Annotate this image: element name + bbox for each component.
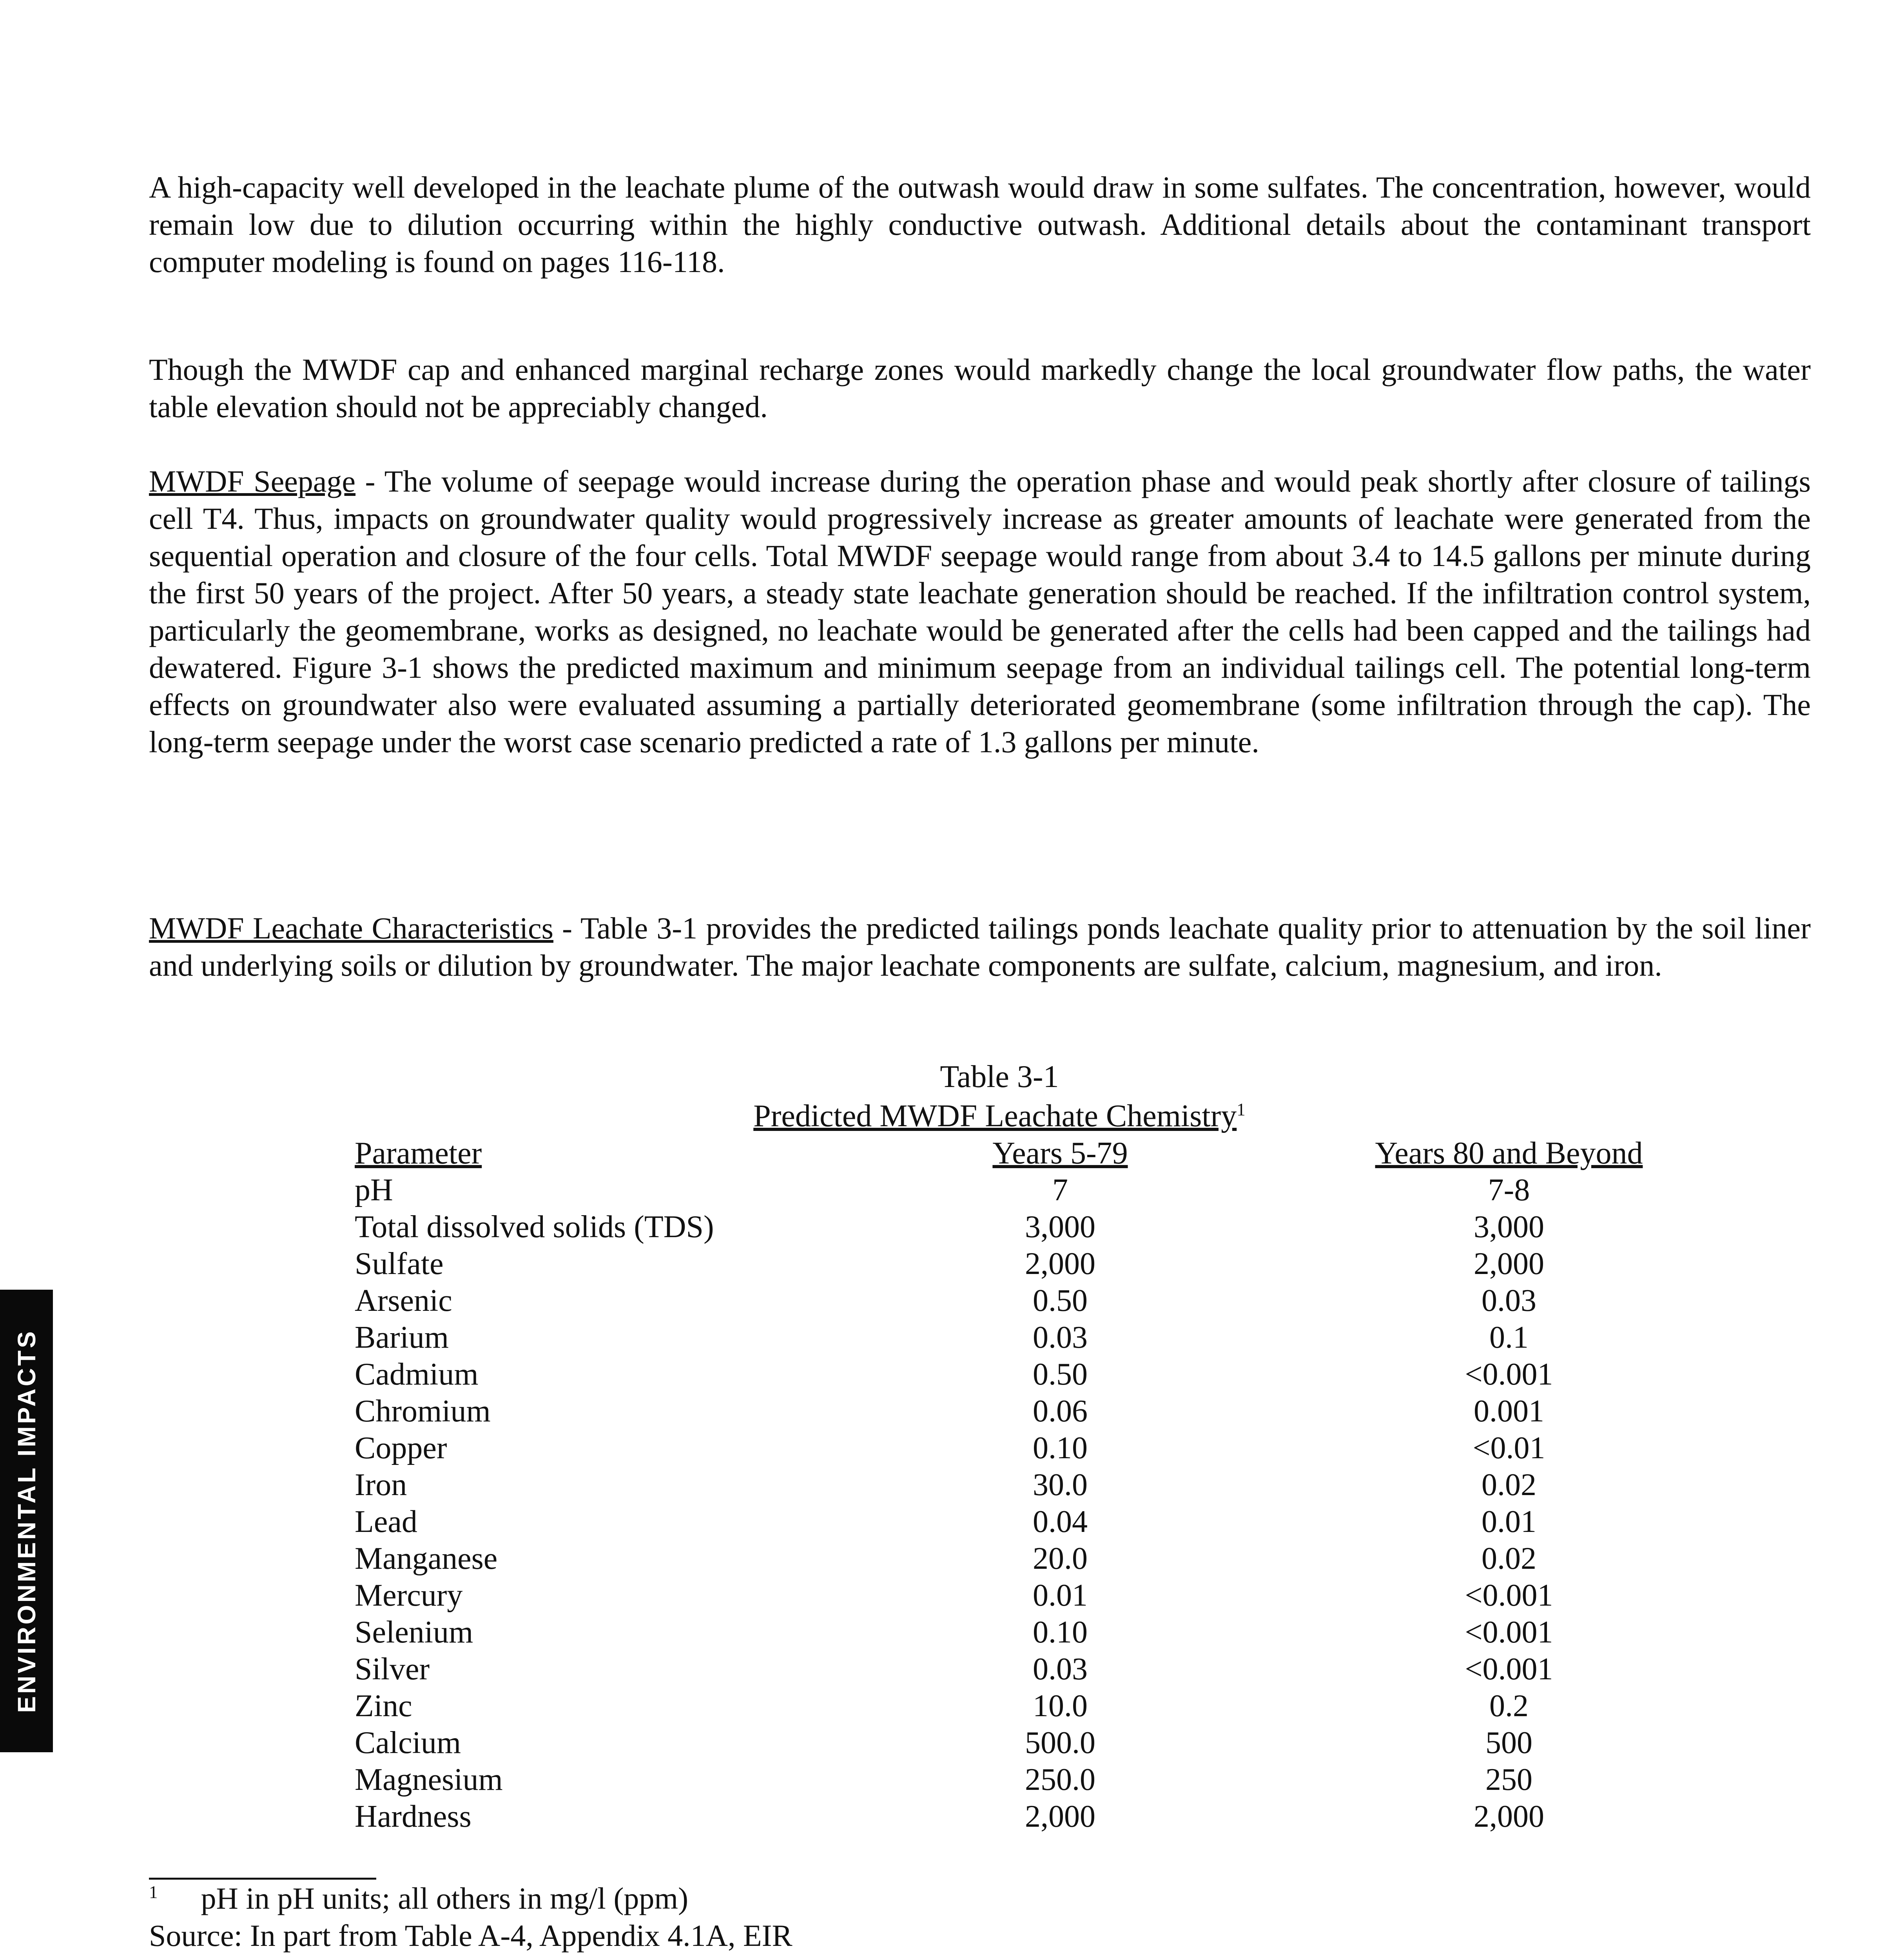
table-cell-years-80-beyond: 0.03 xyxy=(1482,1283,1536,1318)
table-cell-parameter: Manganese xyxy=(355,1541,498,1576)
table-cell-parameter: Selenium xyxy=(355,1615,473,1650)
table-cell-parameter: Iron xyxy=(355,1468,407,1502)
table-row xyxy=(355,1540,1707,1577)
table-cell-years-80-beyond: 2,000 xyxy=(1474,1247,1544,1281)
table-cell-years-80-beyond: 0.2 xyxy=(1489,1689,1529,1723)
heading-leachate-characteristics: MWDF Leachate Characteristics xyxy=(149,911,553,945)
table-body xyxy=(355,1172,1707,1835)
table-row xyxy=(355,1319,1707,1356)
table-title: Predicted MWDF Leachate Chemistry xyxy=(753,1099,1237,1133)
table-cell-parameter: Chromium xyxy=(355,1394,491,1428)
table-cell-parameter: Magnesium xyxy=(355,1762,503,1797)
table-row xyxy=(355,1761,1707,1798)
table-cell-parameter: Zinc xyxy=(355,1689,412,1723)
section-side-tab xyxy=(0,1290,53,1752)
table-cell-years-5-79: 0.06 xyxy=(1033,1394,1088,1428)
table-cell-years-80-beyond: 0.1 xyxy=(1489,1320,1529,1355)
table-row xyxy=(355,1209,1707,1245)
leachate-chemistry-table xyxy=(355,1135,1707,1835)
table-cell-years-5-79: 0.10 xyxy=(1033,1431,1088,1465)
table-cell-years-80-beyond: 2,000 xyxy=(1474,1799,1544,1834)
table-cell-parameter: Total dissolved solids (TDS) xyxy=(355,1210,714,1244)
table-cell-parameter: Copper xyxy=(355,1431,447,1465)
table-row xyxy=(355,1393,1707,1430)
table-cell-years-80-beyond: 250 xyxy=(1485,1762,1532,1797)
header-years-80-beyond: Years 80 and Beyond xyxy=(1375,1136,1643,1171)
footnote-marker: 1 xyxy=(149,1882,158,1902)
table-row xyxy=(355,1430,1707,1466)
table-cell-parameter: Calcium xyxy=(355,1726,461,1760)
paragraph-leachate-characteristics xyxy=(149,909,1811,984)
header-years-5-79: Years 5-79 xyxy=(992,1136,1128,1171)
table-row xyxy=(355,1577,1707,1614)
table-cell-years-80-beyond: <0.01 xyxy=(1472,1431,1545,1465)
table-cell-years-5-79: 7 xyxy=(1052,1173,1068,1207)
table-cell-parameter: Arsenic xyxy=(355,1283,452,1318)
table-cell-years-80-beyond: <0.001 xyxy=(1465,1357,1553,1392)
table-cell-parameter: Hardness xyxy=(355,1799,471,1834)
paragraph-outwash-well: A high-capacity well developed in the leachate plume of the outwash would draw in some sulfates. The concentration, however, would remain low due to dilution occurring within the highly conductive outwash. Additional details about the contaminant transport computer modeling is found on pages 116-118. xyxy=(149,170,1811,279)
table-row xyxy=(355,1172,1707,1209)
table-cell-years-5-79: 500.0 xyxy=(1025,1726,1095,1760)
table-cell-parameter: Lead xyxy=(355,1504,417,1539)
table-cell-years-80-beyond: 500 xyxy=(1485,1726,1532,1760)
footnote xyxy=(149,1880,688,1917)
table-cell-parameter: Sulfate xyxy=(355,1247,444,1281)
table-cell-parameter: Barium xyxy=(355,1320,449,1355)
table-number: Table 3-1 xyxy=(940,1060,1059,1094)
table-cell-parameter: pH xyxy=(355,1173,393,1207)
table-row xyxy=(355,1282,1707,1319)
table-row xyxy=(355,1503,1707,1540)
table-cell-years-5-79: 30.0 xyxy=(1033,1468,1088,1502)
table-cell-years-80-beyond: 0.02 xyxy=(1482,1468,1536,1502)
table-cell-years-80-beyond: <0.001 xyxy=(1465,1615,1553,1650)
table-cell-years-5-79: 0.03 xyxy=(1033,1652,1088,1686)
table-row xyxy=(355,1356,1707,1393)
table-cell-years-5-79: 20.0 xyxy=(1033,1541,1088,1576)
table-row xyxy=(355,1798,1707,1835)
table-cell-parameter: Silver xyxy=(355,1652,430,1686)
table-cell-years-80-beyond: 0.001 xyxy=(1474,1394,1544,1428)
table-row xyxy=(355,1724,1707,1761)
table-source: Source: In part from Table A-4, Appendix 4.1A, EIR xyxy=(149,1918,792,1953)
table-cell-years-5-79: 10.0 xyxy=(1033,1689,1088,1723)
table-row xyxy=(355,1614,1707,1651)
table-cell-years-5-79: 2,000 xyxy=(1025,1247,1095,1281)
table-cell-years-80-beyond: <0.001 xyxy=(1465,1652,1553,1686)
table-cell-parameter: Cadmium xyxy=(355,1357,479,1392)
paragraph-water-table: Though the MWDF cap and enhanced marginal recharge zones would markedly change the local groundwater flow paths, the water table elevation should not be appreciably changed. xyxy=(149,352,1811,424)
table-cell-years-80-beyond: <0.001 xyxy=(1465,1578,1553,1613)
table-header-row xyxy=(355,1135,1707,1172)
footnote-text: pH in pH units; all others in mg/l (ppm) xyxy=(201,1881,689,1915)
table-row xyxy=(355,1688,1707,1724)
body-mwdf-seepage: - The volume of seepage would increase during the operation phase and would peak shortly after closure of tailings cell T4. Thus, impacts on groundwater quality would progressively increase as greater amounts of leachate were generated from the sequential operation and closure of the four cells. Total MWDF seepage would range from about 3.4 to 14.5 gallons per minute during the first 50 years of the project. After 50 years, a steady state leachate generation should be reached. If the infiltration control system, particularly the geomembrane, works as designed, no leachate would be generated after the cells had been capped and the tailings had dewatered. Figure 3-1 shows the predicted maximum and minimum seepage from an individual tailings cell. The potential long-term effects on groundwater also were evaluated assuming a partially deteriorated geomembrane (some infiltration through the cap). The long-term seepage under the worst case scenario predicted a rate of 1.3 gallons per minute. xyxy=(149,464,1811,759)
table-cell-years-5-79: 0.01 xyxy=(1033,1578,1088,1613)
table-cell-years-5-79: 250.0 xyxy=(1025,1762,1095,1797)
table-cell-years-80-beyond: 3,000 xyxy=(1474,1210,1544,1244)
table-cell-years-80-beyond: 0.01 xyxy=(1482,1504,1536,1539)
table-cell-years-5-79: 3,000 xyxy=(1025,1210,1095,1244)
table-cell-years-80-beyond: 7-8 xyxy=(1488,1173,1530,1207)
table-cell-years-5-79: 2,000 xyxy=(1025,1799,1095,1834)
table-title-footnote-marker: 1 xyxy=(1237,1100,1246,1120)
table-cell-parameter: Mercury xyxy=(355,1578,463,1613)
body-leachate-characteristics: - Table 3-1 provides the predicted tailings ponds leachate quality prior to attenuation by the soil liner and underlying soils or dilution by groundwater. The major leachate components are sulfate, calcium, magnesium, and iron. xyxy=(149,911,1811,982)
table-title-line xyxy=(627,1098,1372,1135)
header-parameter: Parameter xyxy=(355,1136,482,1171)
table-row xyxy=(355,1651,1707,1688)
side-tab-label: ENVIRONMENTAL IMPACTS xyxy=(12,1329,41,1713)
table-cell-years-5-79: 0.50 xyxy=(1033,1357,1088,1392)
table-cell-years-80-beyond: 0.02 xyxy=(1482,1541,1536,1576)
table-cell-years-5-79: 0.50 xyxy=(1033,1283,1088,1318)
table-cell-years-5-79: 0.03 xyxy=(1033,1320,1088,1355)
paragraph-mwdf-seepage xyxy=(149,463,1811,760)
table-cell-years-5-79: 0.10 xyxy=(1033,1615,1088,1650)
table-row xyxy=(355,1245,1707,1282)
heading-mwdf-seepage: MWDF Seepage xyxy=(149,464,356,498)
table-cell-years-5-79: 0.04 xyxy=(1033,1504,1088,1539)
table-row xyxy=(355,1466,1707,1503)
